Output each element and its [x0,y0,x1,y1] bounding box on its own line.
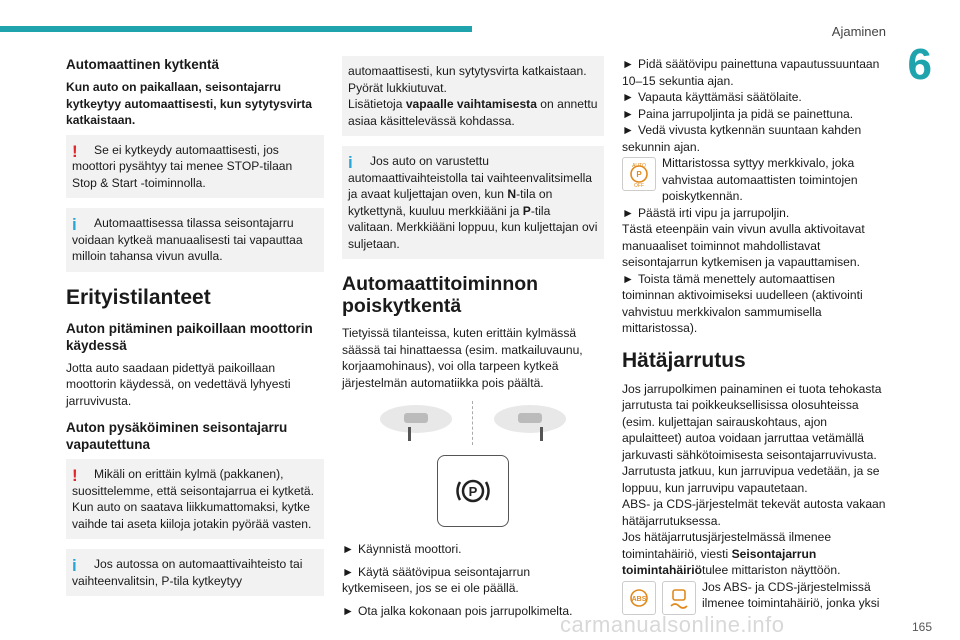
auto-off-block [622,155,886,205]
step-item: ► Käynnistä moottori. [342,542,462,556]
info-text: Lisätietoja vapaalle vaihtamisesta on annettu asiaa käsittelevässä kohdassa. [348,97,598,128]
page-number: 165 [911,620,932,634]
paragraph-keep: Jotta auto saadaan pidettyä paikoillaan moottorin käydessä, on vedettävä lyhyesti jarruvivusta. [66,360,291,408]
lever-pull-icon [492,401,568,445]
step-item: ► Päästä irti vipu ja jarrupoljin. [622,205,790,220]
auto-off-text: Mittaristossa syttyy merkkivalo, joka vahvistaa automaattisten toimintojen poiskytkennän. [662,156,858,203]
step-item: ► Ota jalka kokonaan pois jarrupolkimelta. [342,603,573,618]
svg-text:OFF: OFF [634,183,644,188]
step-item: ► Vedä vivusta kytkennän suuntaan kahden sekunnin ajan. [622,123,862,154]
warning-text: Mikäli on erittäin kylmä (pakkanen), suosittelemme, että seisontajarrua ei kytketä. [72,467,314,498]
info-box [66,208,324,272]
step-item: ► Toista tämä menettely automaattisen toiminnan aktivoimiseksi uudelleen (aktivointi vahvistuu merkkivalon sammumisella mittaristossa). [622,271,863,335]
watermark: carmanualsonline.info [560,612,785,637]
svg-text:P: P [636,170,642,179]
paragraph-emergency: Jos jarrupolkimen painaminen ei tuota tehokasta jarrutusta tai poikkeuksellisissa olosuhteissa (esim. kuljettajan sairauskohtaus, ajon apulaitteet) autoa voidaan jarruttaa vetämällä jarkuvasti sähkötoimisesta seisontajarruvivusta. Jarrutusta jatkuu, kun jarruvipua vedetään, ja se loppuu, kun jarruvipu vapautetaan. [622,381,882,495]
info-text: automaattisesti, kun sytytysvirta katkaistaan. [348,64,587,78]
paragraph-disable: Tietyissä tilanteissa, kuten erittäin kylmässä säässä tai hinattaessa (esim. matkailuvaunu, korjaamohinaus), voi olla tarpeen kytkeä järjestelmän automatiikka pois päältä. [342,326,583,390]
info-box-continued [342,56,604,136]
heading-emergency-braking: Hätäjarrutus [622,348,746,372]
info-text: Jos auto on varustettu automaattivaihteistolla tai vaihteenvalitsimella ja avaat kuljettajan oven, kun N-tila on kytkettynä, kuuluu merkkiääni ja P-tila valitaan. Merkkiääni loppuu, kun kuljettajan ovi suljetaan. [348,154,598,251]
lever-illustrations [342,401,604,445]
info-text: Pyörät lukkiutuvat. [348,80,447,95]
lever-push-icon [378,401,454,445]
info-icon: i [72,556,77,575]
svg-text:ABS: ABS [631,595,647,603]
abs-warning-icon [622,581,656,615]
column-3 [622,56,886,615]
column-1 [66,56,324,606]
step-item: ► Pidä säätövipu painettuna vapautussuuntaan 10–15 sekuntia ajan. [622,57,880,88]
auto-off-warning-icon [622,157,656,191]
warning-text: Se ei kytkeydy automaattisesti, jos moottori pysähtyy tai menee STOP-tilaan Stop & Start -toiminnolla. [72,142,293,190]
step-item: ► Paina jarrupoljinta ja pidä se painettuna. [622,106,854,121]
paragraph-after: Tästä eteenpäin vain vivun avulla aktivoitavat manuaaliset toiminnot mahdollistavat seisontajarrun kytkemisen ja vapauttamisen. [622,222,865,269]
info-text: Jos autossa on automaattivaihteisto tai vaihteenvalitsin, P-tila kytkeytyy [72,557,303,588]
paragraph-abs: ABS- ja CDS-järjestelmät tekevät autosta vakaan hätäjarrutuksessa. [622,497,886,528]
info-text: Automaattisessa tilassa seisontajarru voidaan kytkeä manuaalisesti tai vapauttaa milloin tahansa vivun avulla. [72,216,303,263]
warning-icon: ! [72,141,78,161]
abs-text: Jos ABS- ja CDS-järjestelmissä ilmenee toimintahäiriö, jonka yksi [702,579,880,610]
step-item: ► Käytä säätövipua seisontajarrun kytkemiseen, jos se ei ole päällä. [342,564,531,595]
warning-text: Kun auto on saatava liikkumattomaksi, kytke vaihde tai aseta kiiloja jotakin pyörää vasten. [72,500,312,531]
stability-warning-icon [662,581,696,615]
column-2 [342,56,604,625]
heading-disable-automatic: Automaattitoiminnon poiskytkentä [342,273,539,317]
chapter-number: 6 [907,40,932,89]
divider [472,401,474,445]
section-title: Ajaminen [831,24,886,39]
warning-icon: ! [72,466,78,485]
step-item: ► Vapauta käyttämäsi säätölaite. [622,90,802,104]
heading-keep-stationary: Auton pitäminen paikoillaan moottorin käydessä [66,320,313,353]
warning-box [66,459,324,539]
info-box [66,549,324,596]
info-icon: i [348,153,353,172]
heading-park-released: Auton pysäköiminen seisontajarru vapautettuna [66,420,288,452]
parking-brake-icon [437,455,509,527]
warning-box [66,135,324,199]
info-box [342,146,604,259]
info-icon: i [72,215,77,234]
svg-text:P: P [468,484,478,499]
svg-text:AUTO: AUTO [632,163,646,169]
paragraph-auto: Kun auto on paikallaan, seisontajarru kytkeytyy automaattisesti, kun sytytysvirta katkaistaan. [66,80,313,127]
heading-special-situations: Erityistilanteet [66,285,211,309]
header-accent-bar [0,26,472,32]
abs-block [622,579,886,615]
paragraph-fault: Jos hätäjarrutusjärjestelmässä ilmenee toimintahäiriö, viesti Seisontajarrun toimintahäiriötulee mittariston näyttöön. [622,530,841,577]
heading-automatic-engagement: Automaattinen kytkentä [66,57,220,72]
